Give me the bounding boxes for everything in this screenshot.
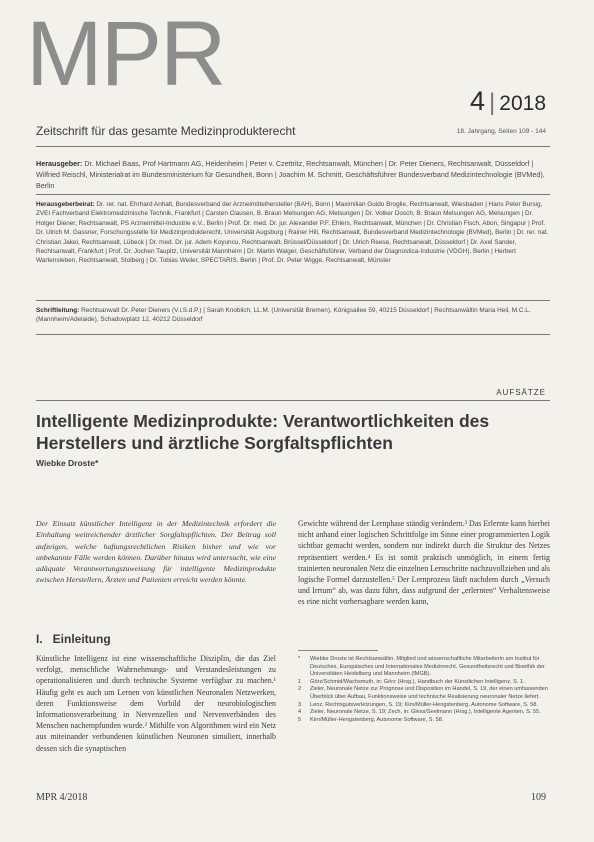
footnote-text: Zieler, Neuronale Netze, S. 19; Zech, in: Gless/Seelmann (Hrsg.), Intelligente Agenten, S. 55. (310, 709, 541, 716)
footnote-rule (298, 650, 378, 651)
footnote-number: 5 (298, 716, 302, 723)
section-heading-text: Einleitung (52, 632, 111, 646)
advisory-board-label: Herausgeberbeirat: (36, 201, 95, 208)
editors-label: Herausgeber: (36, 159, 83, 168)
footnote-text: Kirn/Müller-Hengstenberg, Autonome Software, S. 58. (310, 716, 444, 723)
footer-journal-issue: MPR 4/2018 (36, 792, 88, 803)
editors-rule (36, 194, 550, 195)
footnote (298, 717, 550, 725)
advisory-board-block (36, 200, 550, 266)
editorial-rule (36, 334, 550, 335)
footnote-number: * (298, 656, 301, 662)
volume-info: 18. Jahrgang, Seiten 109 - 144 (456, 128, 546, 135)
editors-text: Dr. Michael Baas, Prof Hartmann AG, Heidenheim | Peter v. Czettritz, Rechtsanwalt, München | Dr. Peter Dieners, Rechtsanwalt, Düsseldorf | Wilfried Reischl, Ministerialrat im Bundesministerium für Gesundheit, Bonn | Joachim M. Schmitt, Geschäftsführer Bundesverband Medizintechnologie (BVMed), Berlin (36, 159, 545, 190)
footnote (298, 709, 550, 717)
footnote-text: Zieler, Neuronale Netze zur Prognose und Disposition im Handel, S. 19, der einen umfassenden Überblick über Aufbau, Funktionsweise und technische Realisierung neuronaler Netze liefert. (310, 686, 548, 700)
journal-subtitle: Zeitschrift für das gesamte Medizinprodukterecht (36, 124, 296, 138)
footnote-text: Görz/Schmid/Wachsmuth, in: Görz (Hrsg.), Handbuch der Künstlichen Intelligenz, S. 1. (310, 678, 525, 685)
advisory-rule (36, 300, 550, 301)
article-author: Wiebke Droste* (36, 458, 99, 468)
section-heading-number: I. (36, 632, 43, 646)
footnote (298, 702, 550, 710)
body-text-left: Künstliche Intelligenz ist eine wissenschaftliche Disziplin, die das Ziel verfolgt, menschliche Wahrnehmungs- und Verstandesleistungen zu operationalisieren und durch technische Systeme verfügbar zu machen.¹ Häufig geht es auch um Lernen von künstlichen Neuronalen Netzwerken, deren Funktionsweise dem Vorbild der neurobiologischen Informationsverarbeitung in Nervenzellen und Nervenverbänden des Menschen nachempfunden wurde.² Mithilfe von Algorithmen wird ein Netz aus miteinander verbundenen künstlichen Neuronen simuliert, innerhalb dessen sich die synaptischen (36, 654, 276, 753)
section-label: AUFSÄTZE (496, 388, 546, 397)
journal-logo: MPR (26, 3, 225, 105)
issue-number (470, 86, 546, 117)
editorial-label: Schriftleitung: (36, 307, 80, 314)
footnote-number: 3 (298, 701, 302, 708)
advisory-board-text: Dr. rer. nat. Ehrhard Anhalt, Bundesverband der Arzneimittelhersteller (BAH), Bonn | Maximilian Guido Broglie, Rechtsanwalt, Wiesbaden | Hans Peter Bursig, ZVEI Fachverband Elektromedizinische Technik, Frankfurt | Carsten Clausen, B. Braun Melsungen AG, Melsungen | Dr. Volker Dosch, B. Braun Melsungen AG, Melsungen | Dr. Holger Diener, Rechtsanwalt, PS Arzneimittel-Industrie e.V., Berlin | Prof. Dr. med. Dr. jur. Alexander P.F. Ehlers, Rechtsanwalt, München | Dr. Christian Fisch, Abon, Singapur | Prof. Dr. Ulrich M. Gassner, Forschungsstelle für Medizinprodukterecht, Universität Augsburg | Rainer Hill, Rechtsanwalt, Bundesverband Medizintechnologie (BVMed), Berlin | Dr. rer. nat. Christian Jakel, Rechtsanwalt, Lübeck | Dr. med. Dr. jur. Adem Koyuncu, Rechtsanwalt, Brüssel/Düsseldorf | Dr. Ulrich Reese, Rechtsanwalt, Düsseldorf | Dr. Axel Sander, Rechtsanwalt, Frankfurt | Prof. Dr. Jochen Taupitz, Universität Mannheim | Dr. Martin Walger, Geschäftsführer, Verband der Diagnostica-Industrie (VDGH), Berlin | Herbert Wartensleben, Rechtsanwalt, Stolberg | Dr. Tobias Weiler, SPECTARIS, Berlin | Prof. Dr. Peter Wigge, Rechtsanwalt, Münster (36, 201, 549, 265)
editorial-block (36, 306, 550, 325)
footnote-number: 4 (298, 709, 302, 716)
body-text-right: Gewichte während der Lernphase ständig verändern.³ Das Erlernte kann hierbei nicht anhand einer logischen Schrittfolge im Sinne einer programmierten Logik sichtbar gemacht werden, sondern nur indirekt durch die Struktur des Netzes repräsentiert werden.⁴ Es ist somit praktisch unmöglich, in einem fertig trainierten neuronalen Netz die einzelnen Lernschritte nachzuvollziehen und als logische Formel darzustellen.⁵ Der Lernprozess läuft nachdem durch „Versuch und Irrtum“ ab, was dazu führt, dass aufgrund der „erlernten“ Verhaltensweise es eine nicht vorhersagbare werden kann, (298, 519, 550, 607)
page-number: 109 (531, 792, 546, 803)
article-title: Intelligente Medizinprodukte: Verantwortlichkeiten des Herstellers und ärztliche Sorgfaltspflichten (36, 411, 490, 453)
footnote (298, 679, 550, 687)
article-abstract: Der Einsatz künstlicher Intelligenz in der Medizintechnik erfordert die Einhaltung weitreichender ärztlicher Sorgfaltspflichten. Der Beitrag soll aufzeigen, welche haftungsrechtlichen Risiken bisher und wie vor unbekannte Fälle werden können. Darüber hinaus wird untersucht, wie eine adäquate Verantwortungszuweisung für intelligente Medizinprodukte zwischen Herstellern, Ärzten und Patienten erreicht werden könnte. (36, 519, 276, 585)
issue-separator: | (489, 89, 496, 116)
footnotes (298, 656, 550, 724)
issue-number-value: 4 (470, 86, 486, 116)
footnote (298, 686, 550, 701)
footnote-number: 1 (298, 678, 302, 685)
editorial-text: Rechtsanwalt Dr. Peter Dieners (V.i.S.d.P.) | Sarah Knoblich, LL.M. (Universität Bremen), Königsallee 59, 40215 Düsseldorf | Rechtsanwältin Maria Heil, M.C.L. (Mannheim/Adelaide), Schadowplatz 12, 40212 Düsseldorf (36, 307, 531, 324)
editors-block (36, 158, 550, 191)
issue-year: 2018 (499, 92, 546, 115)
footnote-text: Wiebke Droste ist Rechtsanwältin, Mitglied und wissenschaftliche Mitarbeiterin am Institut für Deutsches, Europäisches und Internationales Medizinrecht, Gesundheitsrecht und Bioethik der Universitäten Heidelberg und Mannheim (IMGB). (310, 656, 545, 678)
footnote (298, 656, 550, 679)
masthead-rule (36, 146, 550, 147)
section-heading (36, 632, 111, 646)
footnote-text: Lenz, Rechtsgutsverletzungen, S. 19; Kirn/Müller-Hengstenberg, Autonome Software, S. 58. (310, 701, 538, 708)
section-rule (36, 400, 550, 401)
footnote-number: 2 (298, 686, 302, 693)
